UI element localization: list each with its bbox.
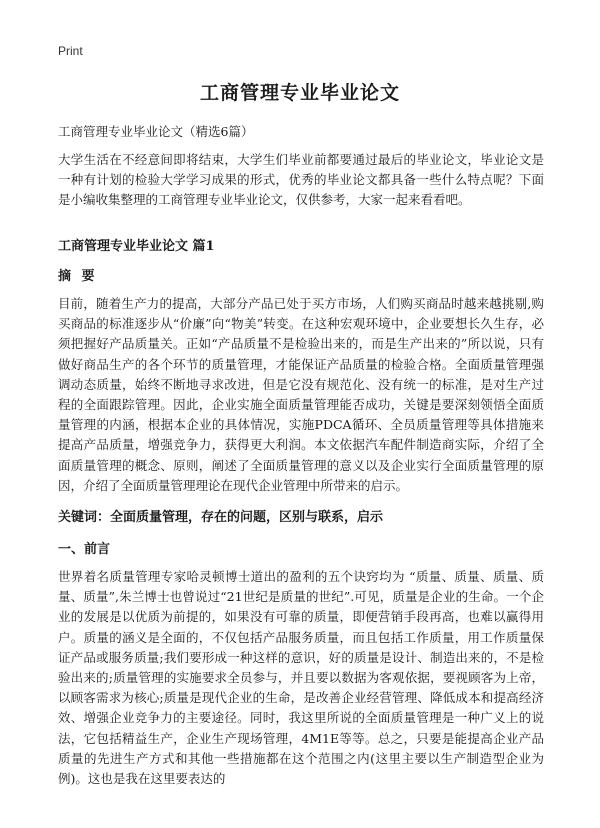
intro-paragraph: 大学生活在不经意间即将结束，大学生们毕业前都要通过最后的毕业论文，毕业论文是一种有计划的检验大学学习成果的形式，优秀的毕业论文都具备一些什么特点呢？下面是小编收集整理的工商管理专业毕业论文，仅供参考，大家一起来看看吧。	[58, 152, 544, 208]
abstract-paragraph: 目前，随着生产力的提高，大部分产品已处于买方市场，人们购买商品时越来越挑剔,购买商品的标准逐步从“价廉”向“物美”转变。在这种宏观环境中，企业要想长久生存，必须把握好产品质量关。正如“产品质量不是检验出来的，而是生产出来的”所以说，只有做好商品生产的各个环节的质量管理，才能保证产品质量的检验合格。全面质量管理强调动态质量，始终不断地寻求改进，但是它没有规范化、没有统一的标准，是对生产过程的全面跟踪管理。因此，企业实施全面质量管理能否成功，关键是要深刻领悟全面质量管理的内涵，根据本企业的具体情况，实施PDCA循环、全员质量管理等具体措施来提高产品质量，增强竞争力，获得更大利润。本文依据汽车配件制造商实际，介绍了全面质量管理的概念、原则，阐述了全面质量管理的意义以及企业实行全面质量管理的原因，介绍了全面质量管理理论在现代企业管理中所带来的启示。	[58, 296, 544, 493]
preface-heading: 一、前言	[58, 542, 111, 557]
abstract-heading: 摘 要	[58, 269, 98, 284]
page-title: 工商管理专业毕业论文	[199, 82, 400, 104]
article-heading: 工商管理专业毕业论文 篇1	[58, 239, 215, 254]
preface-paragraph: 世界着名质量管理专家哈灵顿博士道出的盈利的五个诀窍均为 “质量、质量、质量、质量、质量”,朱兰博士也曾说过“21世纪是质量的世纪”.可见，质量是企业的生命。一个企业的发展是以优质为前提的，如果没有可靠的质量，即便营销手段再高，也难以赢得用户。质量的涵义是全面的，不仅包括产品服务质量，而且包括工作质量，用工作质量保证产品或服务质量;我们要形成一种这样的意识，好的质量是设计、制造出来的，不是检验出来的;质量管理的实施要求全员参与，并且要以数据为客观依据，要视顾客为上帝，以顾客需求为核心;质量是现代企业的生命，是改善企业经营管理、降低成本和提高经济效、增强企业竞争力的主要途径。同时，我这里所说的全面质量管理是一种广义上的说法，它包括精益生产，企业生产现场管理，4M1E等等。总之，只要是能提高企业产品质量的先进生产方式和其他一些措施都在这个范围之内(这里主要以生产制造型企业为例)。这也是我在这里要表达的	[58, 569, 544, 787]
keywords-line: 关键词：全面质量管理，存在的问题，区别与联系，启示	[58, 510, 384, 525]
print-label[interactable]: Print	[58, 44, 83, 58]
document-subtitle: 工商管理专业毕业论文（精选6篇）	[58, 124, 254, 139]
